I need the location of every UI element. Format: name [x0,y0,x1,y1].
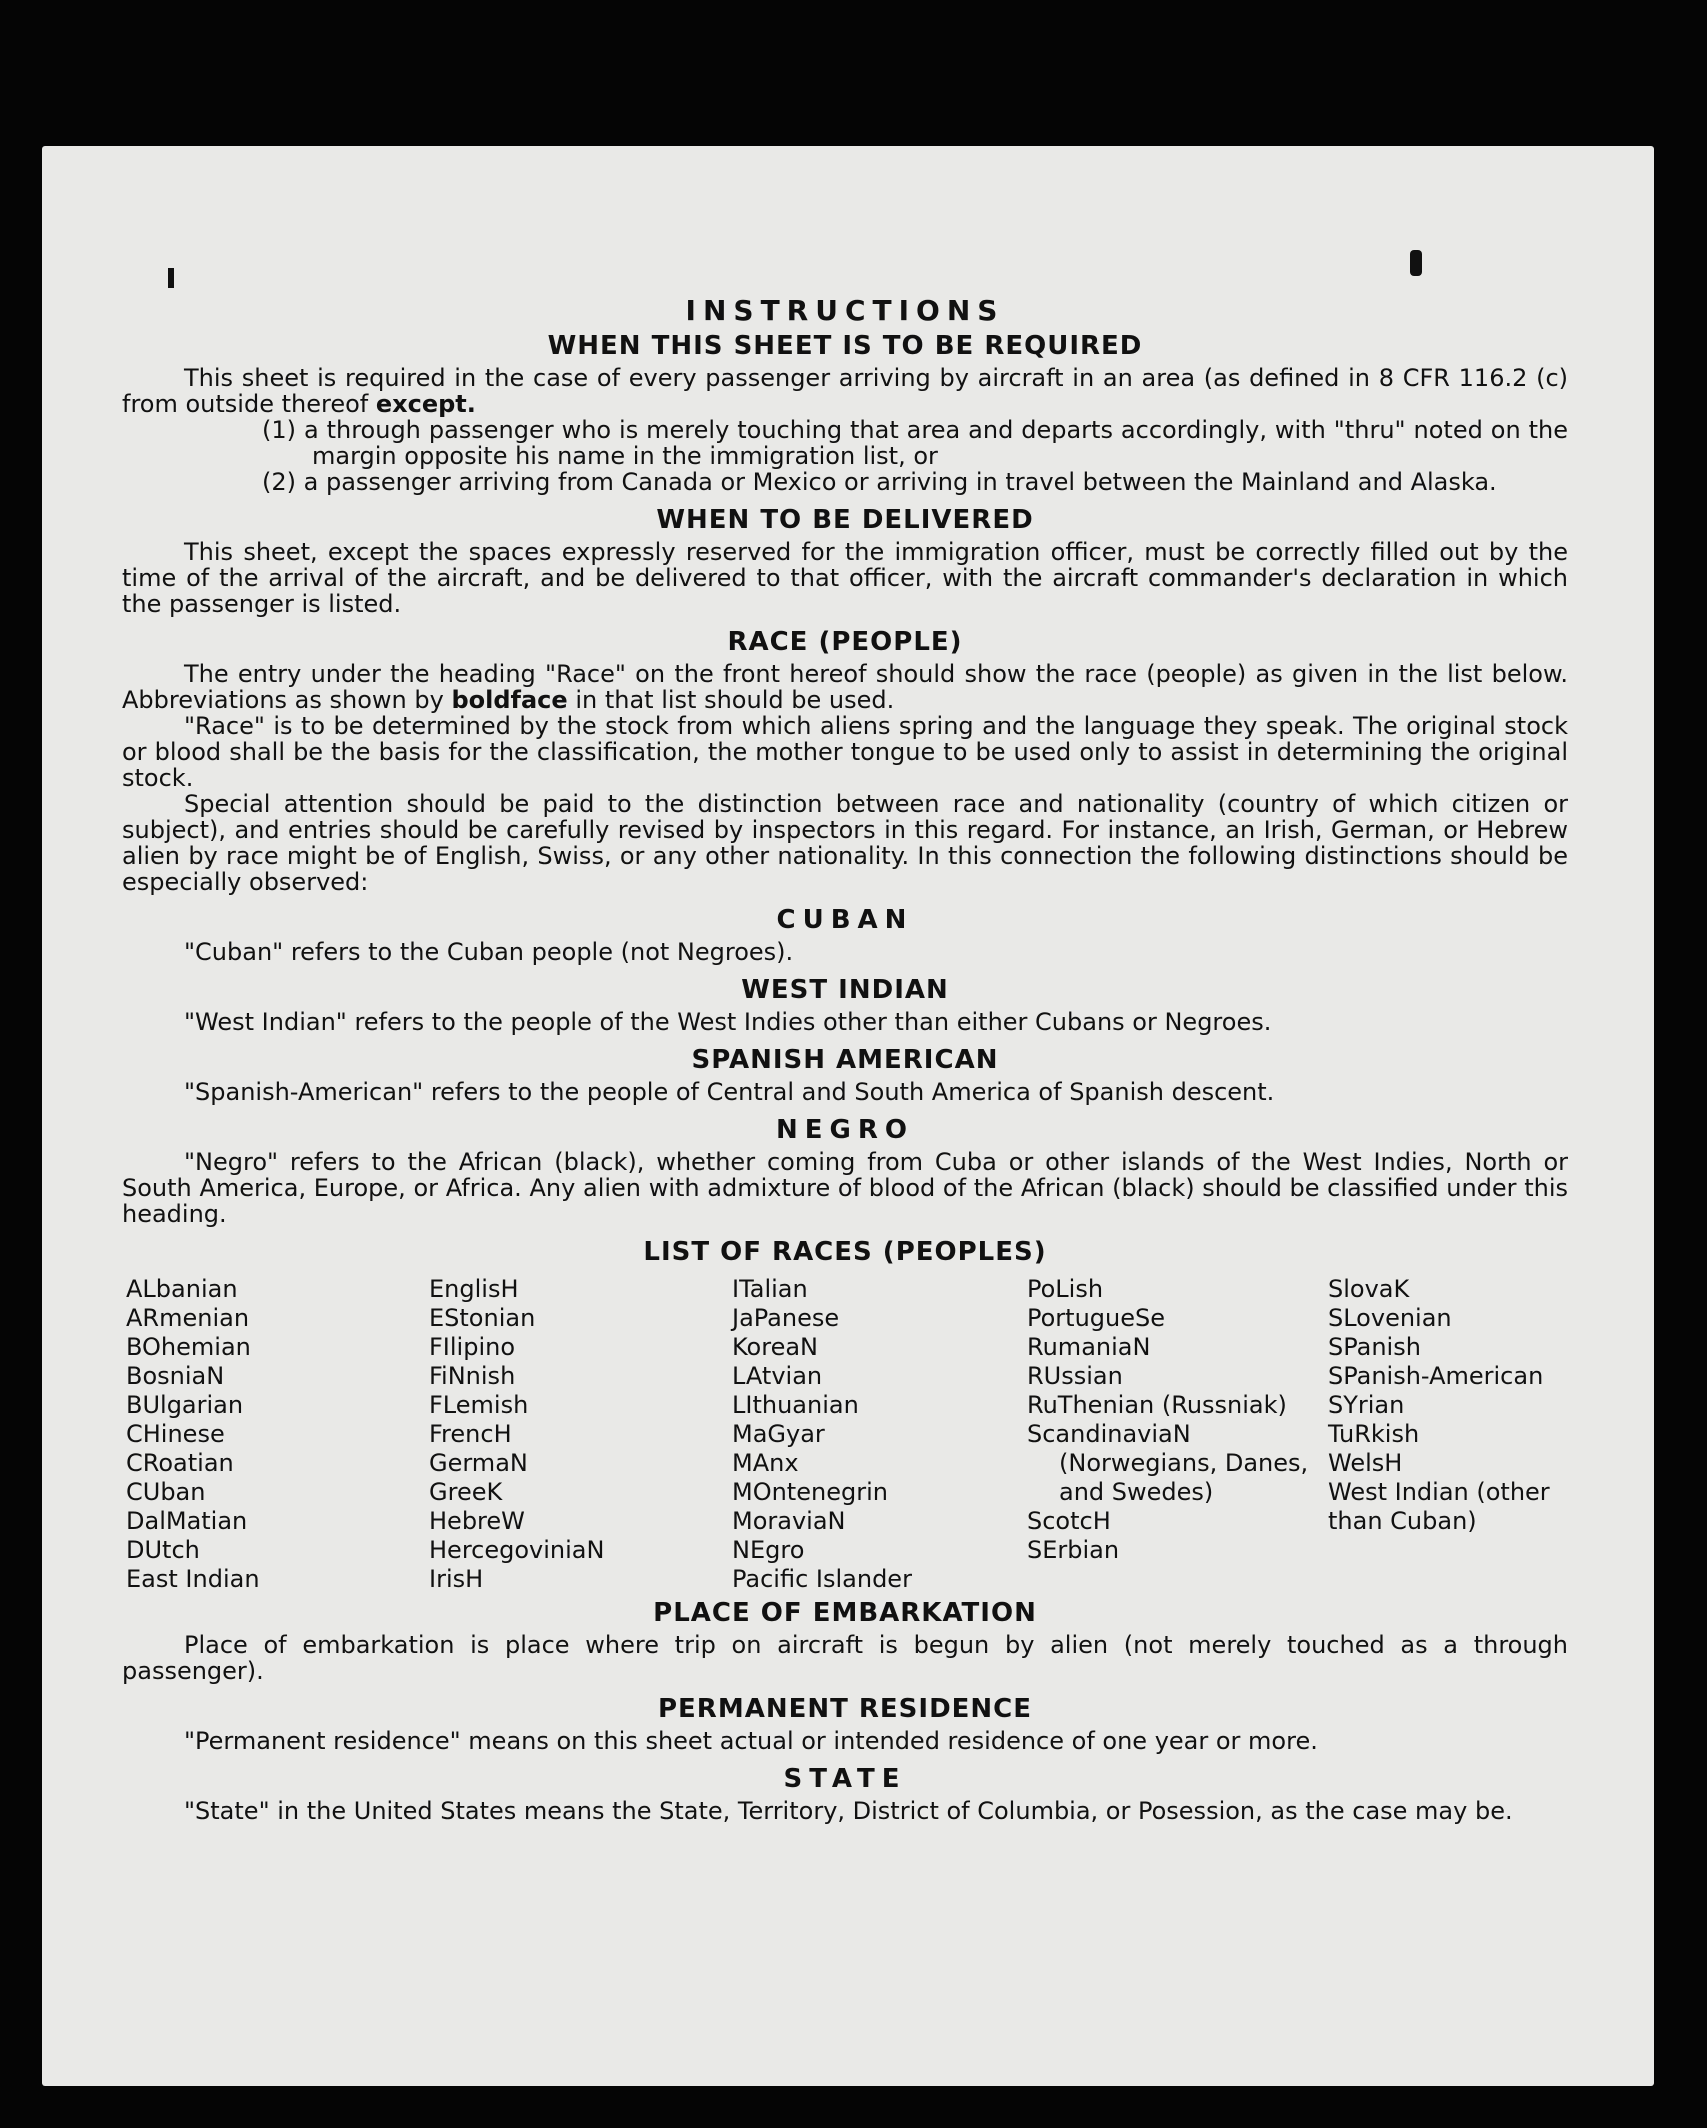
west-indian-text: "West Indian" refers to the people of the West Indies other than either Cubans or Negroes. [184,1008,1272,1036]
list-item: SlovaK [1328,1275,1410,1303]
list-item: IrisH [429,1565,484,1593]
list-item: TuRkish [1328,1420,1420,1448]
race-paragraph-3: Special attention should be paid to the distinction between race and nationality (country of which citizen or subject), and entries should be carefully revised by inspectors in this regard. For instance, an Irish, German, or Hebrew alien by race might be of English, Swiss, or any other nationality. In this connection the following distinctions should be especially observed: [122,790,1568,896]
heading-west-indian: WEST INDIAN [741,975,949,1005]
races-column-3 [732,1275,1027,1594]
list-item: BosniaN [126,1362,225,1390]
races-column-2 [429,1275,732,1594]
list-item: ARmenian [126,1304,250,1332]
list-item: MOntenegrin [732,1478,888,1506]
section-state [122,1798,1568,1824]
list-item: DUtch [126,1536,200,1564]
list-item: RuThenian (Russniak) [1027,1391,1287,1419]
list-item: FIlipino [429,1333,516,1361]
list-item: MAnx [732,1449,799,1477]
races-column-5 [1328,1275,1588,1594]
heading-when-delivered: WHEN TO BE DELIVERED [656,505,1034,535]
heading-permanent-residence: PERMANENT RESIDENCE [657,1694,1033,1724]
list-item: LAtvian [732,1362,823,1390]
page-title: INSTRUCTIONS [685,294,1005,327]
list-item: CHinese [126,1420,225,1448]
list-item: LIthuanian [732,1391,859,1419]
section-place-of-embarkation [122,1632,1568,1684]
list-item: PortugueSe [1027,1304,1165,1332]
section-permanent-residence [122,1728,1568,1754]
when-required-intro: This sheet is required in the case of every passenger arriving by aircraft in an area (as defined in 8 CFR 116.2 (c) from outside thereof except. [122,364,1568,418]
heading-spanish-american: SPANISH AMERICAN [691,1045,999,1075]
list-item: HebreW [429,1507,525,1535]
section-when-delivered [122,539,1568,617]
list-item: BOhemian [126,1333,251,1361]
punch-mark-right [1410,250,1422,276]
list-item: PoLish [1027,1275,1104,1303]
race-paragraph-2: "Race" is to be determined by the stock from which aliens spring and the language they speak. The original stock or blood shall be the basis for the classification, the mother tongue to be used only to assist in determining the original stock. [122,712,1568,792]
race-paragraph-1: The entry under the heading "Race" on the front hereof should show the race (people) as given in the list below. Abbreviations as shown by boldface in that list should be used. [122,660,1568,714]
list-item: CUban [126,1478,206,1506]
section-negro [122,1149,1568,1227]
list-item: CRoatian [126,1449,234,1477]
heading-negro: NEGRO [776,1115,914,1145]
place-of-embarkation-text: Place of embarkation is place where trip on aircraft is begun by alien (not merely touched as a through passenger). [122,1631,1568,1685]
list-item: SPanish-American [1328,1362,1544,1390]
list-item: FrencH [429,1420,512,1448]
section-west-indian [122,1009,1568,1035]
list-item: (Norwegians, Danes, and Swedes) [1059,1449,1309,1506]
list-item: EnglisH [429,1275,519,1303]
section-when-required [122,365,1568,495]
when-required-item-2: (2) a passenger arriving from Canada or Mexico or arriving in travel between the Mainland and Alaska. [262,468,1497,496]
list-item: JaPanese [732,1304,840,1332]
negro-text: "Negro" refers to the African (black), whether coming from Cuba or other islands of the West Indies, North or South America, Europe, or Africa. Any alien with admixture of blood of the African (black) should be classified under this heading. [122,1148,1568,1228]
list-item: FiNnish [429,1362,516,1390]
section-spanish-american [122,1079,1568,1105]
list-item: SErbian [1027,1536,1120,1564]
list-item: HercegoviniaN [429,1536,605,1564]
state-text: "State" in the United States means the State, Territory, District of Columbia, or Posession, as the case may be. [184,1797,1513,1825]
heading-state: STATE [783,1764,907,1794]
heading-place-of-embarkation: PLACE OF EMBARKATION [653,1598,1037,1628]
list-item: WelsH [1328,1449,1403,1477]
punch-mark-left [168,268,174,288]
when-delivered-text: This sheet, except the spaces expressly reserved for the immigration officer, must be correctly filled out by the time of the arrival of the aircraft, and be delivered to that officer, with the aircraft commander's declaration in which the passenger is listed. [122,538,1568,618]
races-column-4 [1027,1275,1328,1594]
list-item: FLemish [429,1391,529,1419]
when-required-item-1: (1) a through passenger who is merely touching that area and departs accordingly, with "thru" noted on the margin opposite his name in the immigration list, or [262,416,1568,470]
spanish-american-text: "Spanish-American" refers to the people of Central and South America of Spanish descent. [184,1078,1275,1106]
section-race [122,661,1568,895]
heading-list-of-races: LIST OF RACES (PEOPLES) [643,1237,1047,1267]
races-list [126,1275,1568,1594]
heading-race: RACE (PEOPLE) [727,627,963,657]
list-item: Pacific Islander [732,1565,912,1593]
list-item: EStonian [429,1304,536,1332]
list-item: KoreaN [732,1333,818,1361]
cuban-text: "Cuban" refers to the Cuban people (not Negroes). [184,938,794,966]
list-item: SYrian [1328,1391,1405,1419]
races-column-1 [126,1275,429,1594]
list-item: GermaN [429,1449,528,1477]
list-item: BUlgarian [126,1391,244,1419]
list-item: West Indian (other than Cuban) [1328,1478,1550,1535]
list-item: SLovenian [1328,1304,1452,1332]
document-page [42,146,1654,2086]
list-item: ScotcH [1027,1507,1111,1535]
list-item: RumaniaN [1027,1333,1151,1361]
list-item: MoraviaN [732,1507,846,1535]
heading-cuban: CUBAN [776,905,914,935]
list-item: NEgro [732,1536,805,1564]
list-item: GreeK [429,1478,503,1506]
list-item: ITalian [732,1275,808,1303]
section-cuban [122,939,1568,965]
list-item: MaGyar [732,1420,825,1448]
list-item: ScandinaviaN [1027,1420,1191,1448]
list-item: East Indian [126,1565,260,1593]
list-item: RUssian [1027,1362,1123,1390]
list-item: SPanish [1328,1333,1421,1361]
list-item: ALbanian [126,1275,238,1303]
list-item: DalMatian [126,1507,248,1535]
permanent-residence-text: "Permanent residence" means on this sheet actual or intended residence of one year or more. [184,1727,1318,1755]
heading-when-required: WHEN THIS SHEET IS TO BE REQUIRED [547,331,1143,361]
